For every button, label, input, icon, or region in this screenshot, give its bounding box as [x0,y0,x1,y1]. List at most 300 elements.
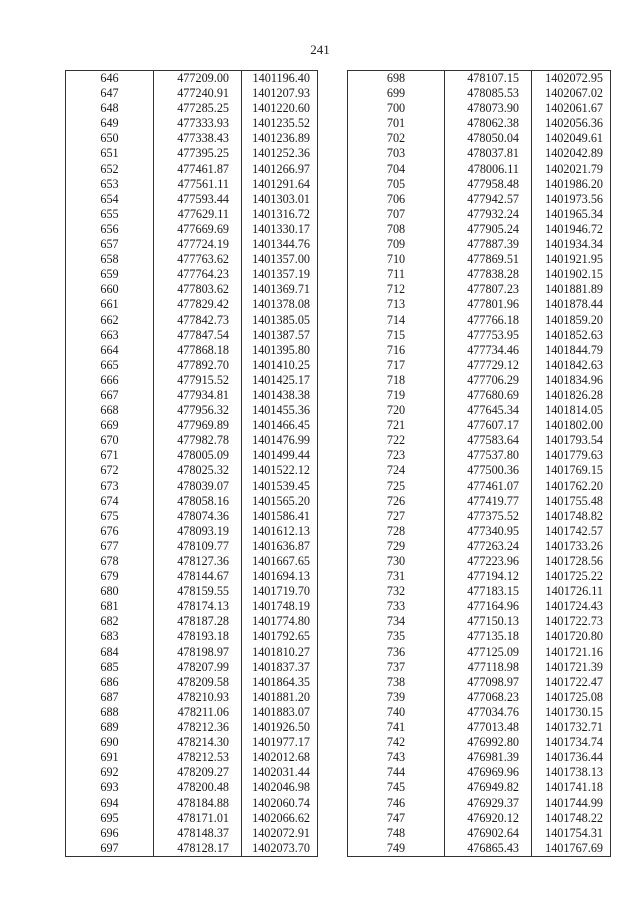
x-coordinate-cell: 477801.96 [445,297,532,312]
table-row [66,86,318,101]
point-number-cell: 739 [348,690,445,705]
point-number-cell: 672 [66,463,154,478]
table-row [348,101,611,116]
x-coordinate-cell: 478006.11 [445,162,532,177]
point-number-cell: 701 [348,116,445,131]
table-row [348,811,611,826]
point-number-cell: 646 [66,71,154,87]
table-row [348,222,611,237]
point-number-cell: 660 [66,282,154,297]
point-number-cell: 710 [348,252,445,267]
x-coordinate-cell: 478148.37 [154,826,242,841]
y-coordinate-cell: 1401612.13 [242,524,318,539]
y-coordinate-cell: 1401754.31 [532,826,611,841]
y-coordinate-cell: 1401762.20 [532,479,611,494]
point-number-cell: 671 [66,448,154,463]
x-coordinate-cell: 477734.46 [445,343,532,358]
table-row [66,463,318,478]
x-coordinate-cell: 476949.82 [445,780,532,795]
point-number-cell: 676 [66,524,154,539]
y-coordinate-cell: 1401826.28 [532,388,611,403]
x-coordinate-cell: 477829.42 [154,297,242,312]
point-number-cell: 652 [66,162,154,177]
x-coordinate-cell: 476929.37 [445,796,532,811]
y-coordinate-cell: 1401722.73 [532,614,611,629]
coordinate-table-left-body [66,71,318,857]
table-row [348,569,611,584]
table-row [348,765,611,780]
table-row [348,720,611,735]
x-coordinate-cell: 477645.34 [445,403,532,418]
table-row [348,539,611,554]
point-number-cell: 680 [66,584,154,599]
x-coordinate-cell: 477395.25 [154,146,242,161]
x-coordinate-cell: 478037.81 [445,146,532,161]
table-row [66,418,318,433]
point-number-cell: 659 [66,267,154,282]
x-coordinate-cell: 477150.13 [445,614,532,629]
y-coordinate-cell: 1401721.39 [532,660,611,675]
table-row [66,660,318,675]
table-row [348,629,611,644]
y-coordinate-cell: 1401586.41 [242,509,318,524]
x-coordinate-cell: 477764.23 [154,267,242,282]
x-coordinate-cell: 477194.12 [445,569,532,584]
table-row [348,373,611,388]
x-coordinate-cell: 477164.96 [445,599,532,614]
point-number-cell: 715 [348,328,445,343]
point-number-cell: 697 [66,841,154,857]
table-row [66,796,318,811]
table-row [66,131,318,146]
x-coordinate-cell: 477135.18 [445,629,532,644]
coordinate-table-right-body [348,71,611,857]
y-coordinate-cell: 1402046.98 [242,780,318,795]
x-coordinate-cell: 477706.29 [445,373,532,388]
x-coordinate-cell: 478025.32 [154,463,242,478]
x-coordinate-cell: 477068.23 [445,690,532,705]
x-coordinate-cell: 478159.55 [154,584,242,599]
coordinate-table-right [347,70,611,857]
table-row [348,267,611,282]
table-row [66,735,318,750]
y-coordinate-cell: 1401196.40 [242,71,318,87]
y-coordinate-cell: 1402061.67 [532,101,611,116]
point-number-cell: 736 [348,645,445,660]
y-coordinate-cell: 1401344.76 [242,237,318,252]
point-number-cell: 696 [66,826,154,841]
x-coordinate-cell: 478127.36 [154,554,242,569]
x-coordinate-cell: 478128.17 [154,841,242,857]
x-coordinate-cell: 477125.09 [445,645,532,660]
page-number: 241 [310,42,330,57]
point-number-cell: 730 [348,554,445,569]
x-coordinate-cell: 477461.87 [154,162,242,177]
table-row [66,433,318,448]
x-coordinate-cell: 478193.18 [154,629,242,644]
x-coordinate-cell: 477607.17 [445,418,532,433]
y-coordinate-cell: 1401721.16 [532,645,611,660]
point-number-cell: 734 [348,614,445,629]
point-number-cell: 698 [348,71,445,87]
table-row [66,811,318,826]
x-coordinate-cell: 477932.24 [445,207,532,222]
point-number-cell: 704 [348,162,445,177]
table-row [66,569,318,584]
point-number-cell: 647 [66,86,154,101]
y-coordinate-cell: 1402073.70 [242,841,318,857]
y-coordinate-cell: 1401565.20 [242,494,318,509]
point-number-cell: 657 [66,237,154,252]
x-coordinate-cell: 477500.36 [445,463,532,478]
x-coordinate-cell: 477240.91 [154,86,242,101]
point-number-cell: 743 [348,750,445,765]
table-row [348,826,611,841]
x-coordinate-cell: 477333.93 [154,116,242,131]
x-coordinate-cell: 477118.98 [445,660,532,675]
x-coordinate-cell: 477956.32 [154,403,242,418]
x-coordinate-cell: 476865.43 [445,841,532,857]
table-row [348,146,611,161]
table-row [66,841,318,857]
point-number-cell: 719 [348,388,445,403]
point-number-cell: 695 [66,811,154,826]
x-coordinate-cell: 478093.19 [154,524,242,539]
point-number-cell: 651 [66,146,154,161]
x-coordinate-cell: 476992.80 [445,735,532,750]
y-coordinate-cell: 1401725.08 [532,690,611,705]
point-number-cell: 700 [348,101,445,116]
y-coordinate-cell: 1401741.18 [532,780,611,795]
y-coordinate-cell: 1401522.12 [242,463,318,478]
point-number-cell: 678 [66,554,154,569]
table-row [348,645,611,660]
x-coordinate-cell: 476981.39 [445,750,532,765]
coordinate-table-left [65,70,318,857]
table-row [66,539,318,554]
x-coordinate-cell: 477838.28 [445,267,532,282]
point-number-cell: 737 [348,660,445,675]
point-number-cell: 749 [348,841,445,857]
point-number-cell: 663 [66,328,154,343]
x-coordinate-cell: 478073.90 [445,101,532,116]
x-coordinate-cell: 477098.97 [445,675,532,690]
x-coordinate-cell: 478085.53 [445,86,532,101]
y-coordinate-cell: 1401252.36 [242,146,318,161]
y-coordinate-cell: 1401667.65 [242,554,318,569]
y-coordinate-cell: 1401303.01 [242,192,318,207]
x-coordinate-cell: 477887.39 [445,237,532,252]
point-number-cell: 740 [348,705,445,720]
y-coordinate-cell: 1401755.48 [532,494,611,509]
point-number-cell: 733 [348,599,445,614]
table-row [348,162,611,177]
table-row [66,780,318,795]
point-number-cell: 728 [348,524,445,539]
table-row [66,388,318,403]
point-number-cell: 741 [348,720,445,735]
table-row [66,146,318,161]
y-coordinate-cell: 1401732.71 [532,720,611,735]
x-coordinate-cell: 477842.73 [154,313,242,328]
y-coordinate-cell: 1401793.54 [532,433,611,448]
table-row [66,614,318,629]
table-row [348,554,611,569]
table-row [348,780,611,795]
y-coordinate-cell: 1402042.89 [532,146,611,161]
x-coordinate-cell: 477763.62 [154,252,242,267]
table-row [348,660,611,675]
table-row [348,690,611,705]
y-coordinate-cell: 1401369.71 [242,282,318,297]
point-number-cell: 656 [66,222,154,237]
y-coordinate-cell: 1401748.19 [242,599,318,614]
x-coordinate-cell: 478212.53 [154,750,242,765]
x-coordinate-cell: 477593.44 [154,192,242,207]
x-coordinate-cell: 478174.13 [154,599,242,614]
y-coordinate-cell: 1402049.61 [532,131,611,146]
y-coordinate-cell: 1401779.63 [532,448,611,463]
y-coordinate-cell: 1401814.05 [532,403,611,418]
point-number-cell: 720 [348,403,445,418]
table-row [66,343,318,358]
table-row [66,675,318,690]
y-coordinate-cell: 1401902.15 [532,267,611,282]
y-coordinate-cell: 1401965.34 [532,207,611,222]
y-coordinate-cell: 1401810.27 [242,645,318,660]
y-coordinate-cell: 1401736.44 [532,750,611,765]
y-coordinate-cell: 1401977.17 [242,735,318,750]
table-row [348,131,611,146]
y-coordinate-cell: 1401466.45 [242,418,318,433]
y-coordinate-cell: 1401726.11 [532,584,611,599]
point-number-cell: 725 [348,479,445,494]
point-number-cell: 653 [66,177,154,192]
table-row [348,750,611,765]
x-coordinate-cell: 477338.43 [154,131,242,146]
y-coordinate-cell: 1401738.13 [532,765,611,780]
x-coordinate-cell: 478209.27 [154,765,242,780]
point-number-cell: 668 [66,403,154,418]
y-coordinate-cell: 1401316.72 [242,207,318,222]
table-row [66,101,318,116]
y-coordinate-cell: 1401946.72 [532,222,611,237]
point-number-cell: 673 [66,479,154,494]
y-coordinate-cell: 1401748.22 [532,811,611,826]
x-coordinate-cell: 478184.88 [154,796,242,811]
point-number-cell: 745 [348,780,445,795]
y-coordinate-cell: 1401837.37 [242,660,318,675]
x-coordinate-cell: 477034.76 [445,705,532,720]
point-number-cell: 724 [348,463,445,478]
table-row [348,207,611,222]
y-coordinate-cell: 1402072.95 [532,71,611,87]
table-row [348,192,611,207]
x-coordinate-cell: 478109.77 [154,539,242,554]
table-row [66,524,318,539]
y-coordinate-cell: 1401934.34 [532,237,611,252]
table-row [66,645,318,660]
y-coordinate-cell: 1401725.22 [532,569,611,584]
point-number-cell: 714 [348,313,445,328]
table-row [348,343,611,358]
table-row [66,328,318,343]
y-coordinate-cell: 1401378.08 [242,297,318,312]
y-coordinate-cell: 1401774.80 [242,614,318,629]
y-coordinate-cell: 1401220.60 [242,101,318,116]
y-coordinate-cell: 1401769.15 [532,463,611,478]
x-coordinate-cell: 477958.48 [445,177,532,192]
point-number-cell: 675 [66,509,154,524]
x-coordinate-cell: 477724.19 [154,237,242,252]
y-coordinate-cell: 1402031.44 [242,765,318,780]
point-number-cell: 681 [66,599,154,614]
table-row [66,690,318,705]
point-number-cell: 699 [348,86,445,101]
table-row [348,599,611,614]
y-coordinate-cell: 1401973.56 [532,192,611,207]
point-number-cell: 684 [66,645,154,660]
table-row [66,599,318,614]
table-row [66,252,318,267]
point-number-cell: 662 [66,313,154,328]
table-row [66,509,318,524]
table-row [348,448,611,463]
x-coordinate-cell: 478074.36 [154,509,242,524]
x-coordinate-cell: 477868.18 [154,343,242,358]
y-coordinate-cell: 1401395.80 [242,343,318,358]
x-coordinate-cell: 477419.77 [445,494,532,509]
point-number-cell: 683 [66,629,154,644]
table-row [348,86,611,101]
point-number-cell: 702 [348,131,445,146]
table-row [66,765,318,780]
table-row [66,403,318,418]
y-coordinate-cell: 1402012.68 [242,750,318,765]
point-number-cell: 682 [66,614,154,629]
x-coordinate-cell: 478171.01 [154,811,242,826]
point-number-cell: 685 [66,660,154,675]
x-coordinate-cell: 476969.96 [445,765,532,780]
y-coordinate-cell: 1402060.74 [242,796,318,811]
x-coordinate-cell: 477461.07 [445,479,532,494]
y-coordinate-cell: 1401235.52 [242,116,318,131]
x-coordinate-cell: 478207.99 [154,660,242,675]
x-coordinate-cell: 478210.93 [154,690,242,705]
table-row [348,735,611,750]
x-coordinate-cell: 477013.48 [445,720,532,735]
table-row [348,479,611,494]
table-row [348,524,611,539]
point-number-cell: 746 [348,796,445,811]
table-row [66,629,318,644]
x-coordinate-cell: 477982.78 [154,433,242,448]
x-coordinate-cell: 478005.09 [154,448,242,463]
y-coordinate-cell: 1401864.35 [242,675,318,690]
x-coordinate-cell: 477183.15 [445,584,532,599]
x-coordinate-cell: 477583.64 [445,433,532,448]
point-number-cell: 727 [348,509,445,524]
y-coordinate-cell: 1401720.80 [532,629,611,644]
y-coordinate-cell: 1401834.96 [532,373,611,388]
x-coordinate-cell: 478039.07 [154,479,242,494]
point-number-cell: 670 [66,433,154,448]
y-coordinate-cell: 1402072.91 [242,826,318,841]
table-row [348,494,611,509]
y-coordinate-cell: 1401694.13 [242,569,318,584]
y-coordinate-cell: 1401722.47 [532,675,611,690]
x-coordinate-cell: 477375.52 [445,509,532,524]
table-row [66,313,318,328]
table-row [348,675,611,690]
point-number-cell: 648 [66,101,154,116]
point-number-cell: 686 [66,675,154,690]
x-coordinate-cell: 477629.11 [154,207,242,222]
table-row [348,358,611,373]
point-number-cell: 661 [66,297,154,312]
point-number-cell: 690 [66,735,154,750]
y-coordinate-cell: 1401425.17 [242,373,318,388]
y-coordinate-cell: 1401767.69 [532,841,611,857]
table-row [66,494,318,509]
table-row [348,313,611,328]
point-number-cell: 667 [66,388,154,403]
table-row [66,358,318,373]
point-number-cell: 665 [66,358,154,373]
x-coordinate-cell: 477340.95 [445,524,532,539]
y-coordinate-cell: 1401844.79 [532,343,611,358]
y-coordinate-cell: 1401852.63 [532,328,611,343]
point-number-cell: 666 [66,373,154,388]
point-number-cell: 708 [348,222,445,237]
x-coordinate-cell: 477669.69 [154,222,242,237]
table-row [66,282,318,297]
x-coordinate-cell: 478214.30 [154,735,242,750]
x-coordinate-cell: 477537.80 [445,448,532,463]
x-coordinate-cell: 478058.16 [154,494,242,509]
y-coordinate-cell: 1401986.20 [532,177,611,192]
point-number-cell: 705 [348,177,445,192]
point-number-cell: 747 [348,811,445,826]
y-coordinate-cell: 1401734.74 [532,735,611,750]
y-coordinate-cell: 1401728.56 [532,554,611,569]
table-row [66,705,318,720]
point-number-cell: 654 [66,192,154,207]
point-number-cell: 669 [66,418,154,433]
table-row [348,252,611,267]
table-row [348,509,611,524]
table-row [348,388,611,403]
y-coordinate-cell: 1401719.70 [242,584,318,599]
point-number-cell: 703 [348,146,445,161]
table-row [66,237,318,252]
point-number-cell: 748 [348,826,445,841]
point-number-cell: 674 [66,494,154,509]
point-number-cell: 658 [66,252,154,267]
y-coordinate-cell: 1402067.02 [532,86,611,101]
point-number-cell: 694 [66,796,154,811]
point-number-cell: 706 [348,192,445,207]
x-coordinate-cell: 478198.97 [154,645,242,660]
x-coordinate-cell: 477561.11 [154,177,242,192]
point-number-cell: 650 [66,131,154,146]
point-number-cell: 688 [66,705,154,720]
table-row [348,328,611,343]
y-coordinate-cell: 1401357.19 [242,267,318,282]
table-row [348,705,611,720]
point-number-cell: 712 [348,282,445,297]
point-number-cell: 687 [66,690,154,705]
